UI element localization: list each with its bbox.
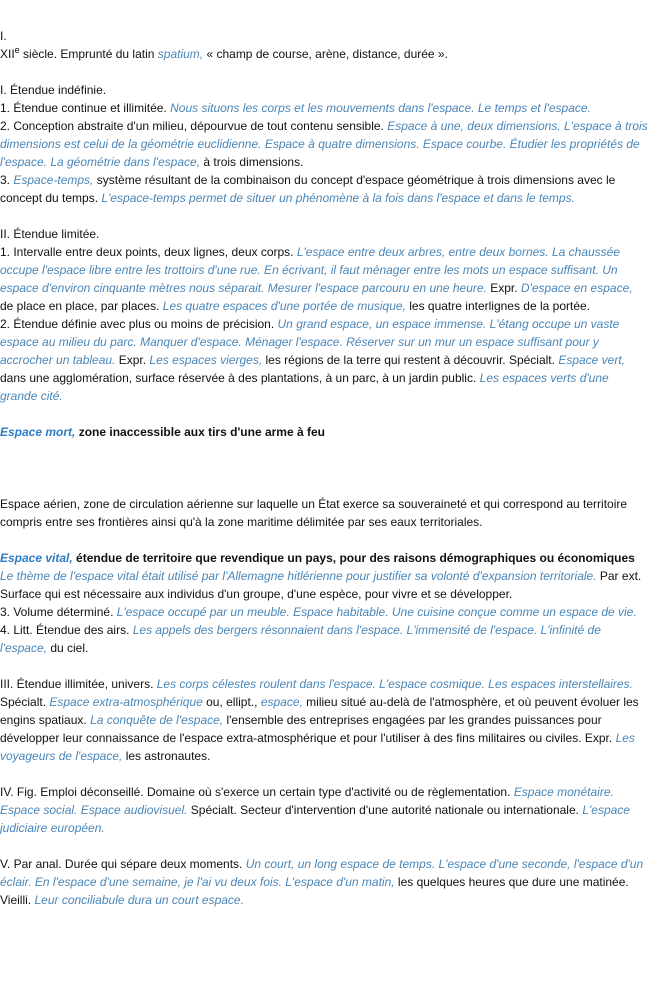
example-text: Espace extra-atmosphérique <box>49 695 203 709</box>
example-text: Espace vert, <box>558 353 626 367</box>
definition-line: 3. Volume déterminé. L'espace occupé par un meuble. Espace habitable. Une cuisine conçue comme un espace de vie. <box>0 605 637 619</box>
example-text: Espace-temps, <box>13 173 94 187</box>
example-text: Espace monétaire. Espace social. Espace audiovisuel. <box>0 785 614 817</box>
definition-line: 1. Étendue continue et illimitée. Nous situons les corps et les mouvements dans l'espace. Le temps et l'espace. <box>0 101 591 115</box>
example-text: Nous situons les corps et les mouvements dans l'espace. Le temps et l'espace. <box>170 101 591 115</box>
example-text: spatium, <box>157 47 204 61</box>
definition-line: 3. Espace-temps, système résultant de la combinaison du concept d'espace géométrique à trois dimensions avec le concept du temps. L'espace-temps permet de situer un phénomène à la fois dans l'espace et dans le temps. <box>0 173 616 205</box>
definition-line: Le thème de l'espace vital était utilisé par l'Allemagne hitlérienne pour justifier sa volonté d'expansion territoriale. Par ext. Surface qui est nécessaire aux individus d'un groupe, d'une espèce, pour vivre et se développer. <box>0 569 642 601</box>
example-text: D'espace en espace, <box>520 281 633 295</box>
definition-line: 2. Conception abstraite d'un milieu, dépourvue de tout contenu sensible. Espace à une, deux dimensions. L'espace à trois dimensions est celui de la géométrie euclidienne. Espace à quatre dimensions. Espace courbe. Étudier les propriétés de l'espace. La géométrie dans l'espace, à trois dimensions. <box>0 119 648 169</box>
example-text: L'espace occupé par un meuble. Espace habitable. Une cuisine conçue comme un espace de vie. <box>116 605 637 619</box>
espace-mort-line: Espace mort, zone inaccessible aux tirs d'une arme à feu <box>0 425 325 439</box>
example-text: L'espace judiciaire européen. <box>0 803 630 835</box>
example-text: L'espace-temps permet de situer un phénomène à la fois dans l'espace et dans le temps. <box>101 191 575 205</box>
example-text: Un grand espace, un espace immense. L'étang occupe un vaste espace au milieu du parc. Manquer d'espace. Ménager l'espace. Réserver sur un mur un espace suffisant pour y accrocher un tableau. <box>0 317 620 367</box>
section-iv: IV. Fig. Emploi déconseillé. Domaine où s'exerce un certain type d'activité ou de règlementation. Espace monétaire. Espace social. Espace audiovisuel. Spécialt. Secteur d'intervention d'une autorité nationale ou internationale. L'espace judiciaire européen. <box>0 785 630 835</box>
espace-vital-link[interactable]: Espace vital, <box>0 551 73 565</box>
example-text: espace, <box>260 695 303 709</box>
example-text: Les espaces vierges, <box>149 353 263 367</box>
etymology: XIIe siècle. Emprunté du latin spatium, « champ de course, arène, distance, durée ». <box>0 45 448 61</box>
espace-vital-line: Espace vital, étendue de territoire que revendique un pays, pour des raisons démographiques ou économiques <box>0 551 635 565</box>
example-text: Les quatre espaces d'une portée de musique, <box>162 299 406 313</box>
example-text: Les corps célestes roulent dans l'espace. L'espace cosmique. Les espaces interstellaires. <box>156 677 633 691</box>
section-heading: II. Étendue limitée. <box>0 227 100 241</box>
example-text: Les voyageurs de l'espace, <box>0 731 635 763</box>
definition-line: 1. Intervalle entre deux points, deux lignes, deux corps. L'espace entre deux arbres, entre deux bornes. La chaussée occupe l'espace libre entre les trottoirs d'une rue. En écrivant, il faut ménager entre les mots un espace suffisant. Un espace d'environ cinquante mètres nous séparait. Mesurer l'espace parcouru en une heure. Expr. D'espace en espace, de place en place, par places. Les quatre espaces d'une portée de musique, les quatre interlignes de la portée. <box>0 245 633 313</box>
section-heading: I. Étendue indéfinie. <box>0 83 107 97</box>
example-text: L'espace entre deux arbres, entre deux bornes. La chaussée occupe l'espace libre entre les trottoirs d'une rue. En écrivant, il faut ménager entre les mots un espace suffisant. Un espace d'environ cinquante mètres nous séparait. Mesurer l'espace parcouru en une heure. <box>0 245 621 295</box>
example-text: Le thème de l'espace vital était utilisé par l'Allemagne hitlérienne pour justifier sa volonté d'expansion territoriale. <box>0 569 597 583</box>
espace-mort-link[interactable]: Espace mort, <box>0 425 76 439</box>
definition-line: 4. Litt. Étendue des airs. Les appels des bergers résonnaient dans l'espace. L'immensité de l'espace. L'infinité de l'espace, du ciel. <box>0 623 601 655</box>
example-text: La conquête de l'espace, <box>90 713 224 727</box>
entry-number: I. <box>0 29 7 43</box>
example-text: Leur conciliabule dura un court espace. <box>34 893 244 907</box>
section-iii: III. Étendue illimitée, univers. Les corps célestes roulent dans l'espace. L'espace cosmique. Les espaces interstellaires. Spécialt. Espace extra-atmosphérique ou, ellipt., espace, milieu situé au-delà de l'atmosphère, et où peuvent évoluer les engins spatiaux. La conquête de l'espace, l'ensemble des entreprises engagées par les grandes puissances pour développer leur connaissance de l'espace extra-atmosphérique et pour l'utiliser à des fins militaires ou civiles. Expr. Les voyageurs de l'espace, les astronautes. <box>0 677 639 763</box>
espace-aerien-line: Espace aérien, zone de circulation aérienne sur laquelle un État exerce sa souveraineté et qui correspond au territoire compris entre ses frontières ainsi qu'à la zone maritime délimitée par ses eaux territoriales. <box>0 497 628 529</box>
example-text: Un court, un long espace de temps. L'espace d'une seconde, l'espace d'un éclair. En l'espace d'une semaine, je l'ai vu deux fois. L'espace d'un matin, <box>0 857 644 889</box>
example-text: Les espaces verts d'une grande cité. <box>0 371 609 403</box>
definition-line: 2. Étendue définie avec plus ou moins de précision. Un grand espace, un espace immense. L'étang occupe un vaste espace au milieu du parc. Manquer d'espace. Ménager l'espace. Réserver sur un mur un espace suffisant pour y accrocher un tableau. Expr. Les espaces vierges, les régions de la terre qui restent à découvrir. Spécialt. Espace vert, dans une agglomération, surface réservée à des plantations, à un parc, à un jardin public. Les espaces verts d'une grande cité. <box>0 317 626 403</box>
section-v: V. Par anal. Durée qui sépare deux moments. Un court, un long espace de temps. L'espace d'une seconde, l'espace d'un éclair. En l'espace d'une semaine, je l'ai vu deux fois. L'espace d'un matin, les quelques heures que dure une matinée. Vieilli. Leur conciliabule dura un court espace. <box>0 857 644 907</box>
example-text: Les appels des bergers résonnaient dans l'espace. L'immensité de l'espace. L'infinité de l'espace, <box>0 623 601 655</box>
example-text: Espace à une, deux dimensions. L'espace à trois dimensions est celui de la géométrie euclidienne. Espace à quatre dimensions. Espace courbe. Étudier les propriétés de l'espace. La géométrie dans l'espace, <box>0 119 648 169</box>
